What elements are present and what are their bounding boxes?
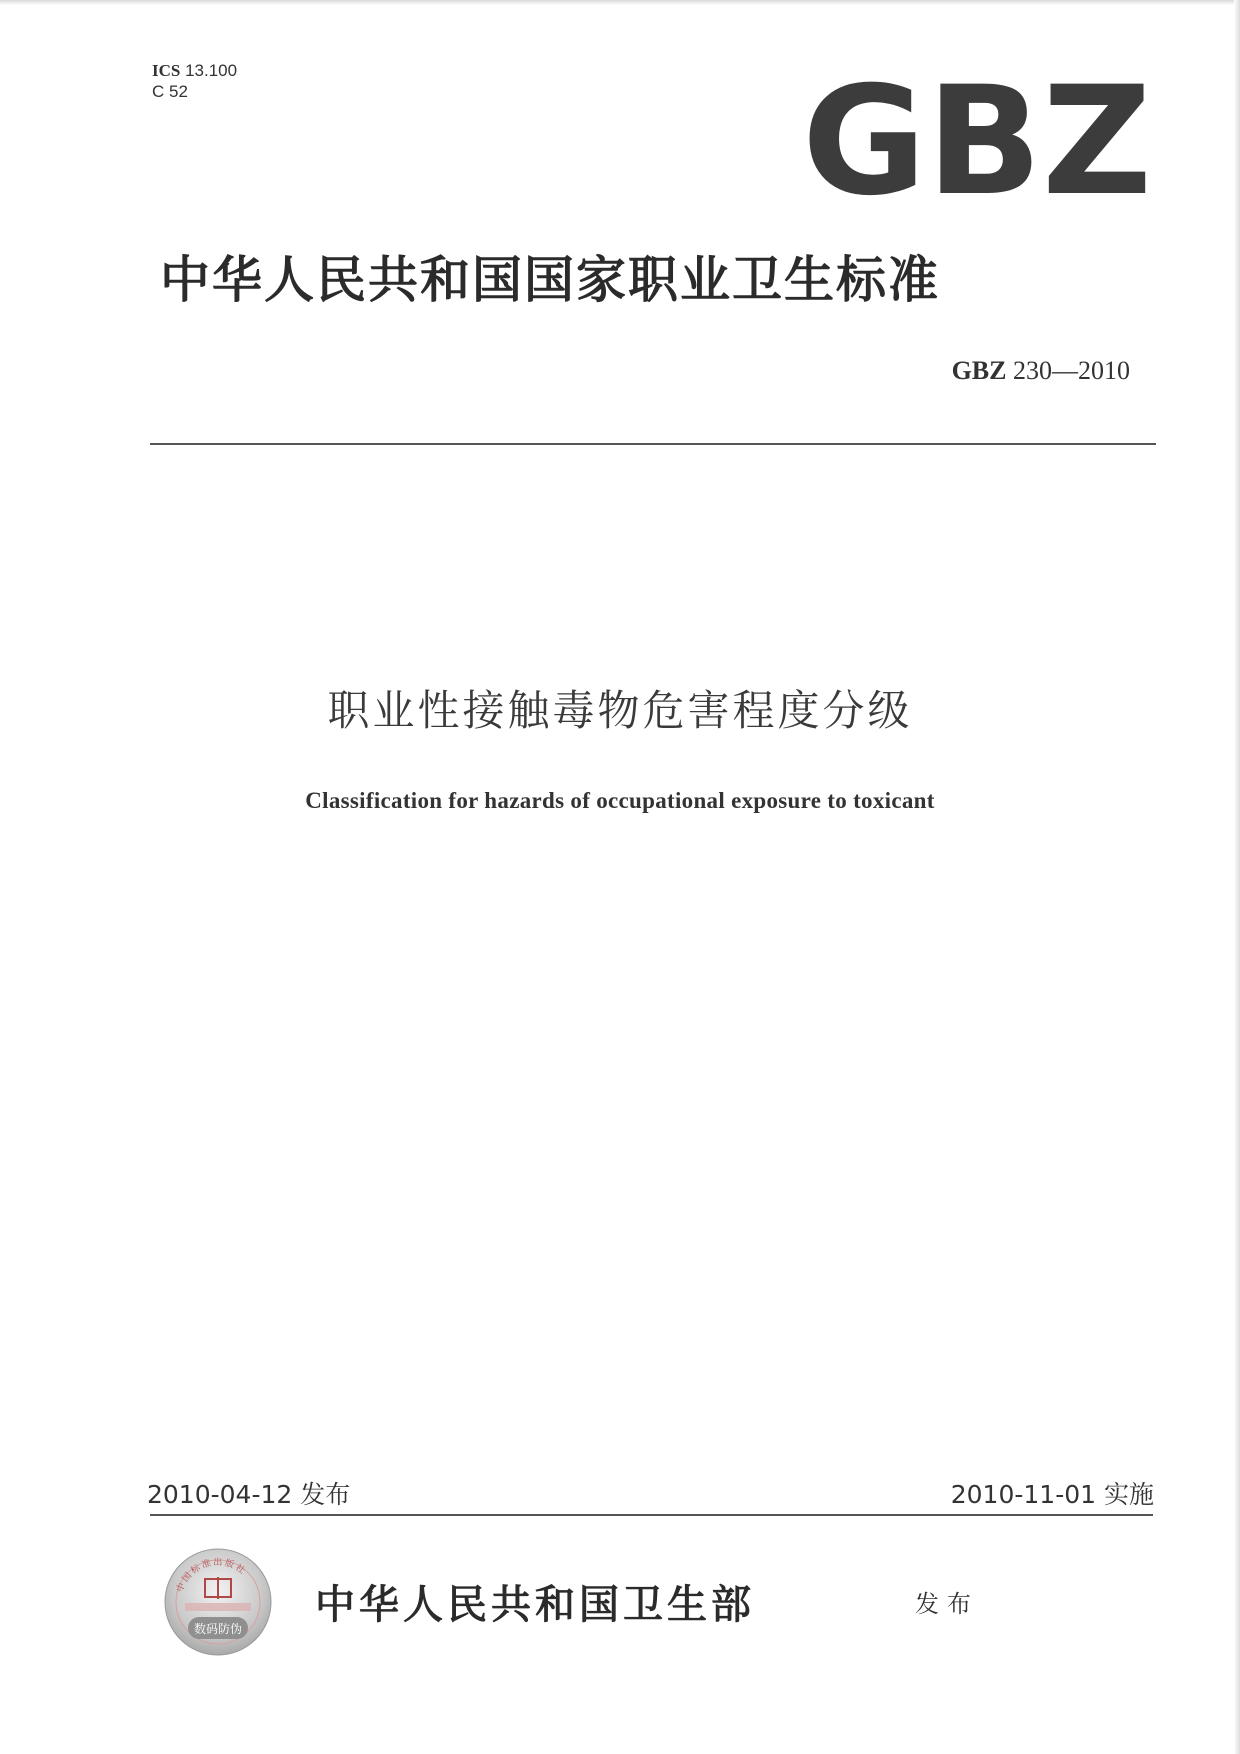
implement-date: 2010-11-01: [950, 1480, 1097, 1509]
seal-ring-text: 中国标准出版社: [175, 1557, 249, 1594]
issue-label: 发布: [300, 1480, 351, 1509]
publisher-name: 中华人民共和国卫生部: [315, 1581, 755, 1628]
gbz-logo-text: GBZ: [802, 78, 1152, 198]
ics-code: 13.100: [185, 61, 238, 80]
standard-number: [952, 356, 1130, 386]
issue-date-line: [147, 1475, 350, 1511]
document-title-en: Classification for hazards of occupational exposure to toxicant: [305, 788, 935, 813]
seal-caption: 数码防伪: [193, 1622, 243, 1636]
implement-date-line: [951, 1475, 1154, 1511]
top-divider: [150, 443, 1156, 445]
implement-label: 实施: [1103, 1480, 1154, 1509]
bottom-divider: [150, 1514, 1153, 1516]
issue-date: 2010-04-12: [147, 1480, 293, 1509]
ics-label: ICS: [152, 61, 181, 80]
classification-codes: [152, 60, 237, 102]
gbz-logo: [800, 78, 1155, 198]
scan-top-edge: [0, 0, 1240, 5]
publisher-suffix: 发布: [915, 1590, 979, 1618]
document-title-cn: 职业性接触毒物危害程度分级: [327, 686, 913, 735]
scan-right-edge: [1234, 0, 1240, 1754]
ccs-code: C 52: [152, 82, 188, 101]
anti-counterfeit-seal: [163, 1547, 273, 1657]
standard-number-value: 230—2010: [1013, 356, 1130, 385]
standard-type-heading: 中华人民共和国国家职业卫生标准: [160, 250, 940, 309]
standard-number-prefix: GBZ: [951, 356, 1007, 385]
ics-line: [152, 60, 237, 81]
